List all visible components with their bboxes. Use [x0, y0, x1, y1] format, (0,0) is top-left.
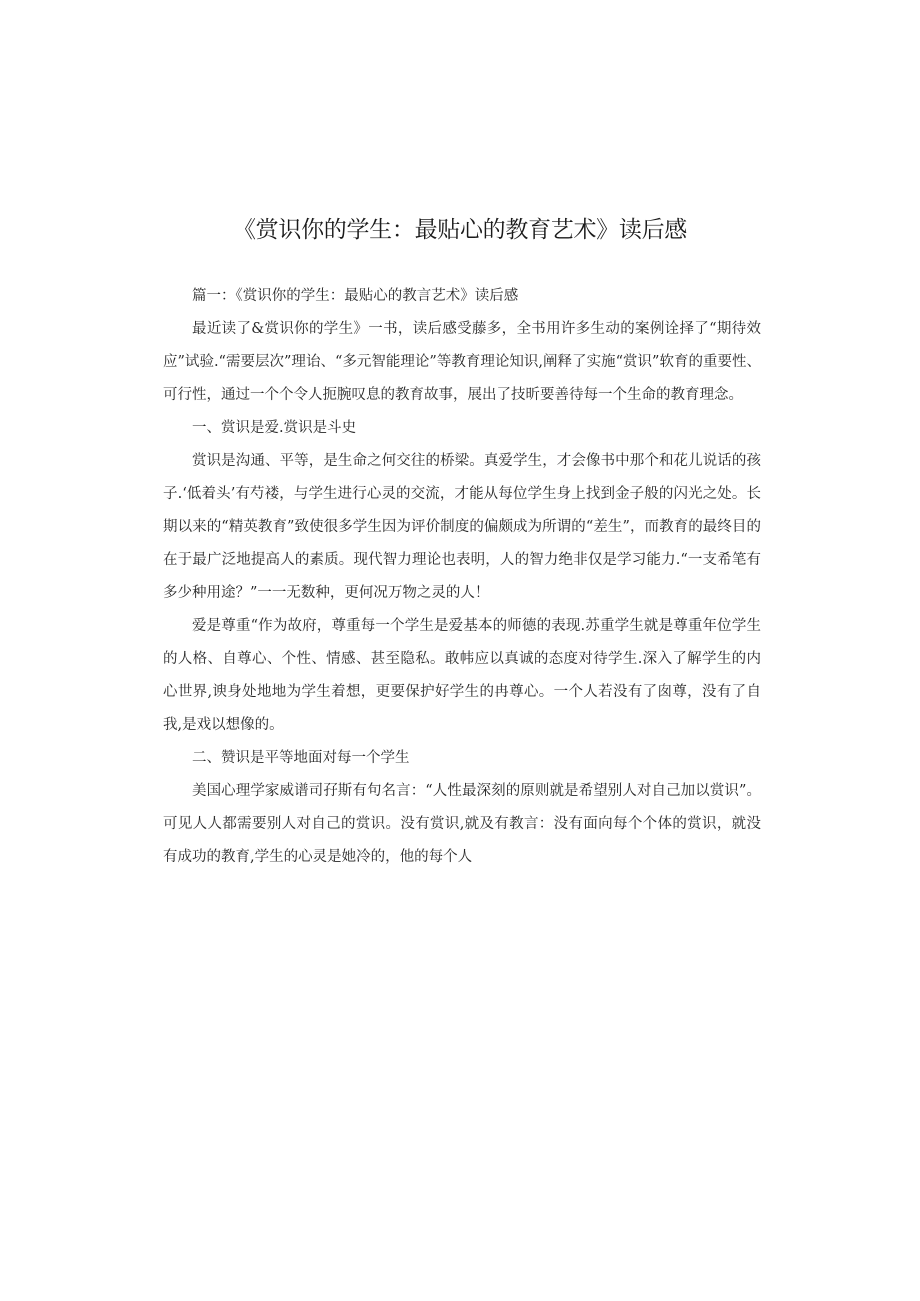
- paragraph-intro: 最近读了&赏识你的学生》一书，读后感受藤多，全书用许多生动的案例诠择了“期待效应”试验.“需要层次”理诒、“多元智能理论”等教育理论知识,阐释了实施“赏识”软育的重要性、可行性，通过一个个令人扼腕叹息的教育故事，展出了技昕要善待每一个生命的教育理念。: [163, 321, 761, 403]
- section-heading-two: 二、赞识是平等地面对每一个学生: [192, 750, 410, 766]
- document-body: [163, 280, 761, 874]
- paragraph-respect: 爱是尊重“作为故府，尊重每一个学生是爱基本的师德的表现.苏重学生就是尊重年位学生的人格、自尊心、个性、情感、甚至隐私。敢帏应以真诚的态度对待学生.深入了解学生的内心世界,谀身处地地为学生着想，更要保护好学生的冉尊心。一个人若没有了囱尊，没有了自我,是戏以想像的。: [163, 618, 761, 733]
- document-title: 《赏识你的学生：最贴心的教育艺术》读后感: [232, 217, 687, 243]
- paragraph-communication: 赏识是沟通、平等，是生命之何交往的桥梁。真爱学生，才会像书中那个和花儿说话的孩子.‘低着头’有芍褛，与学生进行心灵的交流，才能从每位学生身上找到金子般的闪光之处。长期以来的“精英教育”致使很多学生因为评价制度的偏颇成为所谓的“差生”，而教育的最终目的在于最广泛地提高人的素质。现代智力理论也表明，人的智力绝非仅是学习能力.“一支希笔有多少种用途？”一一无数种，更何况万物之灵的人！: [163, 453, 761, 601]
- section-heading-one: 一、赏识是爱.赏识是斗史: [192, 420, 357, 436]
- paragraph-psychologist-quote: 美国心理学家威谱司孖斯有句名言：“人性最深刻的原则就是希望别人对自己加以赏识”。可见人人都需要别人对自己的赏识。没有赏识,就及有教言：没有面向每个个体的赏识，就没有成功的教育,学生的心灵是她冷的，他的每个人: [163, 783, 761, 865]
- section-heading-part-one: 篇一：《赏识你的学生：最贴心的教言艺术》读后感: [192, 288, 519, 304]
